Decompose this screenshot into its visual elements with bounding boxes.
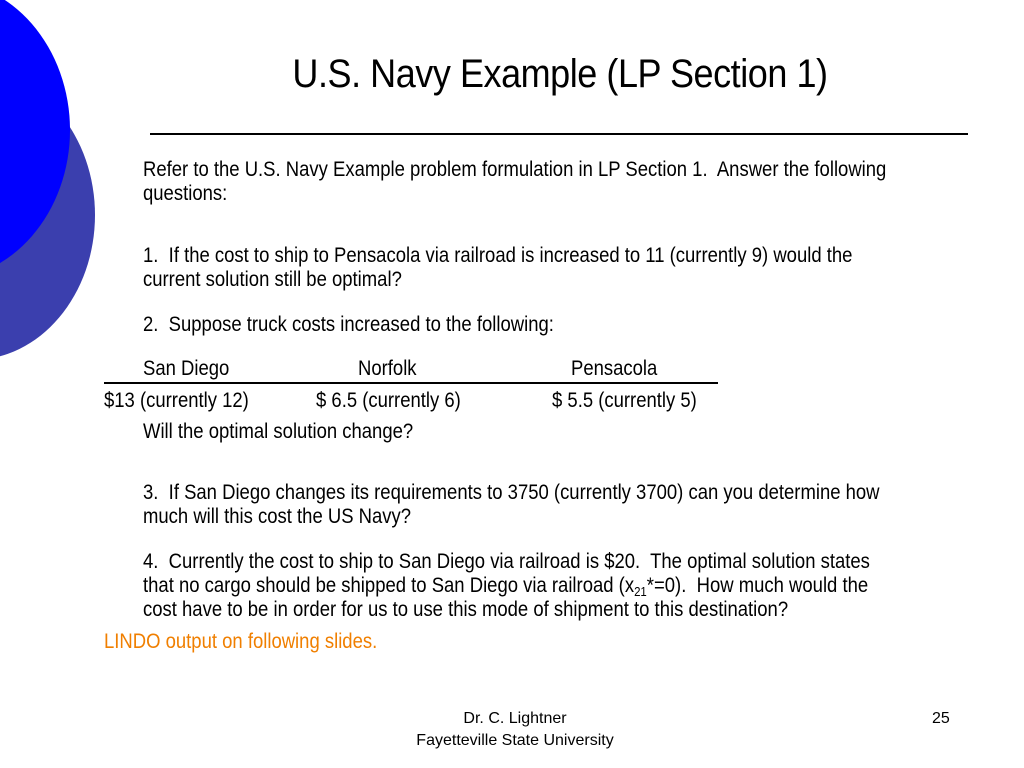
question-4-part-2: *=0). How much would the cost have to be in order for us to use this mode of shipment to this destination?	[143, 574, 874, 621]
slide-title: U.S. Navy Example (LP Section 1)	[292, 52, 828, 96]
question-2: 2. Suppose truck costs increased to the following:	[143, 313, 554, 336]
page-number: 25	[932, 710, 950, 727]
question-1: 1. If the cost to ship to Pensacola via railroad is increased to 11 (currently 9) would the current solution still be optimal?	[143, 244, 858, 291]
table-header-norfolk: Norfolk	[358, 357, 417, 380]
footer-author: Dr. C. Lightner	[463, 710, 567, 727]
question-4-part-1: 4. Currently the cost to ship to San Diego via railroad is $20. The optimal solution states that no cargo should be shipped to San Diego via railroad (x	[143, 550, 876, 597]
title-divider	[150, 133, 968, 135]
lindo-note: LINDO output on following slides.	[104, 630, 378, 653]
table-header-pensacola: Pensacola	[571, 357, 658, 380]
question-4	[143, 550, 900, 622]
footer	[390, 708, 640, 752]
table-value-san-diego: $13 (currently 12)	[104, 389, 249, 412]
table-value-pensacola: $ 5.5 (currently 5)	[552, 389, 697, 412]
question-3: 3. If San Diego changes its requirements to 3750 (currently 3700) can you determine how much will this cost the US Navy?	[143, 481, 885, 528]
intro-text: Refer to the U.S. Navy Example problem formulation in LP Section 1. Answer the following questions:	[143, 158, 892, 205]
table-header-san-diego: San Diego	[143, 357, 230, 380]
question-4-subscript: 21	[634, 584, 647, 599]
table-value-norfolk: $ 6.5 (currently 6)	[316, 389, 461, 412]
footer-institution: Fayetteville State University	[416, 732, 614, 749]
question-2-followup: Will the optimal solution change?	[143, 420, 414, 443]
